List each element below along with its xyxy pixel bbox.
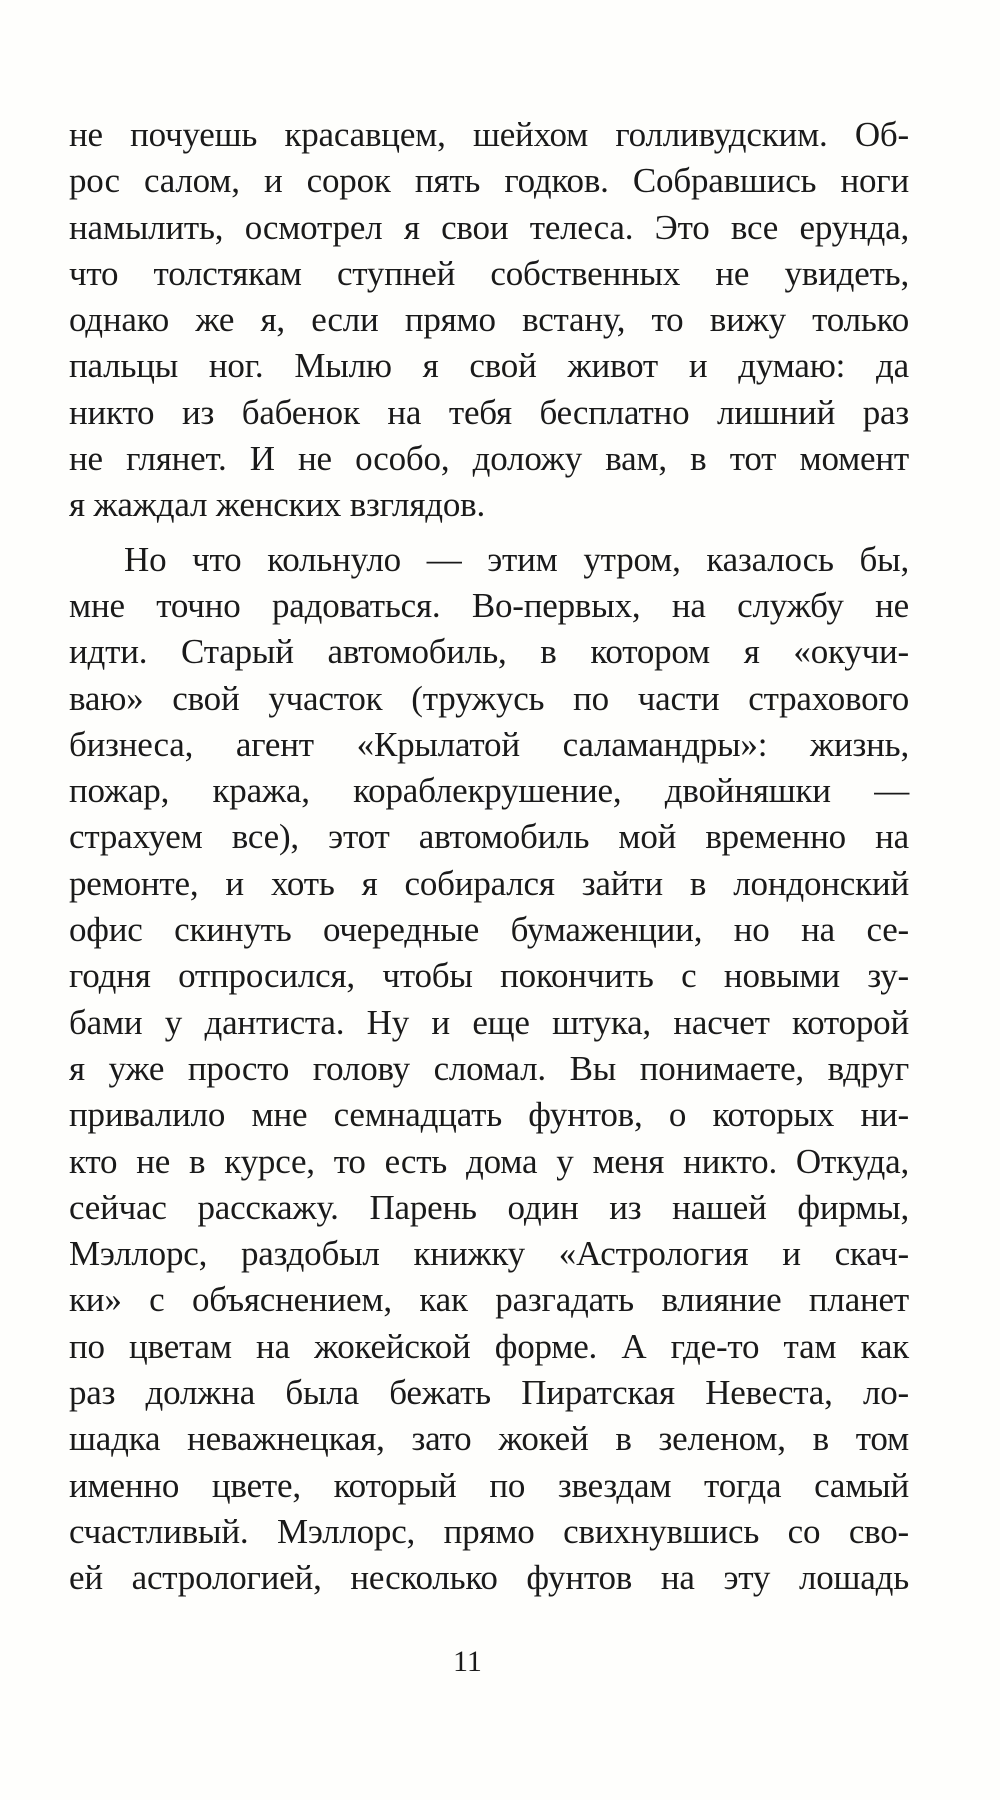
text-line: намылить, осмотрел я свои телеса. Это все ерунда, bbox=[69, 207, 909, 247]
text-line: бизнеса, агент «Крылатой саламандры»: жизнь, bbox=[69, 724, 909, 764]
text-line: что толстякам ступней собственных не увидеть, bbox=[69, 253, 909, 293]
text-line: ремонте, и хоть я собирался зайти в лондонский bbox=[69, 863, 909, 903]
text-line: мне точно радоваться. Во-первых, на службу не bbox=[69, 585, 909, 625]
paragraph bbox=[69, 537, 909, 1602]
text-line: Мэллорс, раздобыл книжку «Астрология и скач- bbox=[69, 1234, 909, 1274]
text-line: пальцы ног. Мылю я свой живот и думаю: да bbox=[69, 346, 909, 386]
text-line: раз должна была бежать Пиратская Невеста, ло- bbox=[69, 1373, 909, 1413]
text-line: счастливый. Мэллорс, прямо свихнувшись со сво- bbox=[69, 1511, 909, 1551]
text-line: сейчас расскажу. Парень один из нашей фирмы, bbox=[69, 1187, 909, 1227]
text-line: ваю» свой участок (тружусь по части страхового bbox=[69, 678, 909, 718]
text-line: по цветам на жокейской форме. А где-то там как bbox=[69, 1326, 909, 1366]
text-line: бами у дантиста. Ну и еще штука, насчет которой bbox=[69, 1002, 909, 1042]
text-line: я жаждал женских взглядов. bbox=[69, 485, 485, 525]
text-line: однако же я, если прямо встану, то вижу только bbox=[69, 300, 909, 340]
paragraph bbox=[69, 112, 909, 529]
text-line: Но что кольнуло — этим утром, казалось бы, bbox=[124, 539, 909, 579]
text-line: именно цвете, который по звездам тогда самый bbox=[69, 1465, 909, 1505]
text-line: кто не в курсе, то есть дома у меня никто. Откуда, bbox=[69, 1141, 909, 1181]
text-line: я уже просто голову сломал. Вы понимаете, вдруг bbox=[69, 1048, 909, 1088]
page-number: 11 bbox=[453, 1645, 482, 1678]
page-body-text bbox=[69, 112, 909, 1602]
text-line: никто из бабенок на тебя бесплатно лишний раз bbox=[69, 392, 909, 432]
text-line: привалило мне семнадцать фунтов, о которых ни- bbox=[69, 1095, 909, 1135]
text-line: не почуешь красавцем, шейхом голливудским. Об- bbox=[69, 115, 909, 154]
text-line: годня отпросился, чтобы покончить с новыми зу- bbox=[69, 956, 909, 996]
text-line: не глянет. И не особо, доложу вам, в тот момент bbox=[69, 439, 909, 479]
text-line: страхуем все), этот автомобиль мой временно на bbox=[69, 817, 909, 857]
text-line: шадка неважнецкая, зато жокей в зеленом, в том bbox=[69, 1419, 909, 1459]
text-line: офис скинуть очередные бумаженции, но на се- bbox=[69, 910, 909, 950]
text-line: идти. Старый автомобиль, в котором я «окучи- bbox=[69, 632, 909, 672]
text-line: ки» с объяснением, как разгадать влияние планет bbox=[69, 1280, 909, 1320]
text-line: ей астрологией, несколько фунтов на эту лошадь bbox=[69, 1558, 909, 1598]
text-line: пожар, кража, кораблекрушение, двойняшки — bbox=[69, 771, 909, 811]
text-line: рос салом, и сорок пять годков. Собравшись ноги bbox=[69, 161, 909, 201]
